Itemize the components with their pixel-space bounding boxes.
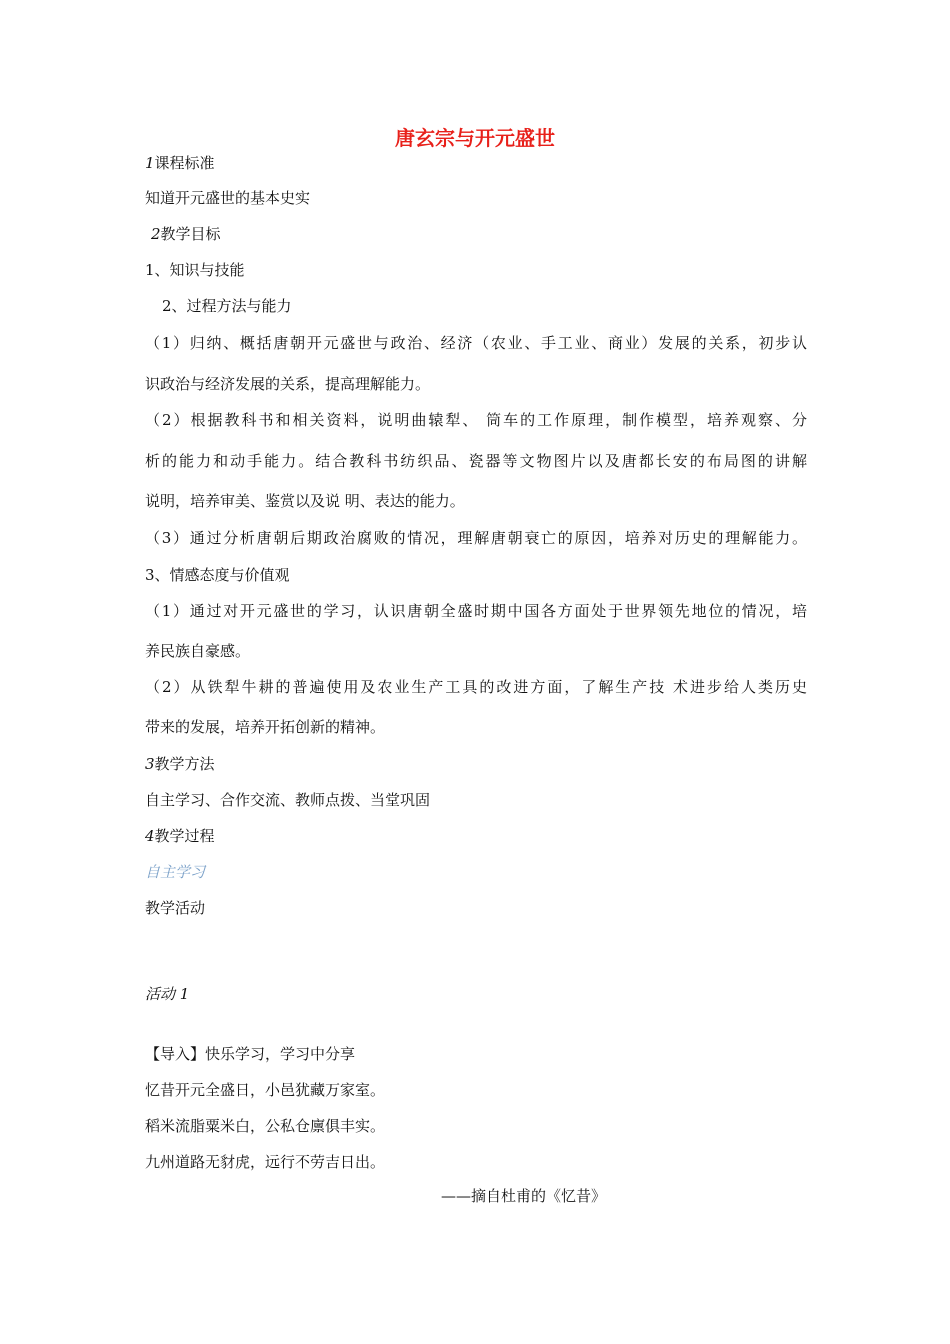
paragraph: （2）根据教科书和相关资料，说明曲辕犁、 筒车的工作原理，制作模型，培养观察、分: [145, 411, 807, 429]
paragraph: 【导入】快乐学习，学习中分享: [145, 1045, 356, 1063]
paragraph: 养民族自豪感。: [145, 642, 251, 660]
section-heading-1: [145, 153, 815, 173]
subheading: 3、情感态度与价值观: [145, 566, 290, 584]
section-heading-4: [145, 826, 815, 846]
paragraph: （3）通过分析唐朝后期政治腐败的情况，理解唐朝衰亡的原因，培养对历史的理解能力。: [145, 529, 807, 547]
poem-line: 忆昔开元全盛日，小邑犹藏万家室。: [145, 1081, 386, 1099]
paragraph: 带来的发展，培养开拓创新的精神。: [145, 718, 386, 736]
paragraph: 说明，培养审美、鉴赏以及说 明、表达的能力。: [145, 492, 465, 510]
paragraph: 自主学习、合作交流、教师点拨、当堂巩固: [145, 791, 431, 809]
subheading: 1、知识与技能: [145, 261, 245, 279]
paragraph: （1）通过对开元盛世的学习，认识唐朝全盛时期中国各方面处于世界领先地位的情况，培: [145, 602, 807, 620]
section-number: 2: [151, 225, 161, 243]
paragraph: （1）归纳、概括唐朝开元盛世与政治、经济（农业、手工业、商业）发展的关系，初步认: [145, 334, 807, 352]
paragraph: 教学活动: [145, 899, 206, 917]
page-title: 唐玄宗与开元盛世: [395, 126, 555, 150]
paragraph: 识政治与经济发展的关系，提高理解能力。: [145, 375, 431, 393]
subheading: 2、过程方法与能力: [162, 297, 292, 315]
poem-source: ——摘自杜甫的《忆昔》: [441, 1187, 607, 1205]
section-number: 3: [145, 755, 155, 773]
activity-heading: 活动 1: [145, 985, 190, 1003]
paragraph: （2）从铁犁牛耕的普遍使用及农业生产工具的改进方面，了解生产技 术进步给人类历史: [145, 678, 807, 696]
section-heading-2: [151, 224, 821, 244]
poem-line: 稻米流脂粟米白，公私仓廪俱丰实。: [145, 1117, 386, 1135]
section-label: 教学过程: [154, 827, 215, 845]
paragraph: 析的能力和动手能力。结合教科书纺织品、瓷器等文物图片以及唐都长安的布局图的讲解: [145, 452, 807, 470]
section-label: 教学方法: [154, 755, 215, 773]
section-label: 课程标准: [154, 154, 215, 172]
section-label: 教学目标: [160, 225, 221, 243]
paragraph: 知道开元盛世的基本史实: [145, 189, 311, 207]
section-number: 4: [145, 827, 155, 845]
self-study-heading: 自主学习: [145, 863, 206, 881]
section-number: 1: [145, 154, 155, 172]
section-heading-3: [145, 754, 815, 774]
poem-line: 九州道路无豺虎，远行不劳吉日出。: [145, 1153, 386, 1171]
